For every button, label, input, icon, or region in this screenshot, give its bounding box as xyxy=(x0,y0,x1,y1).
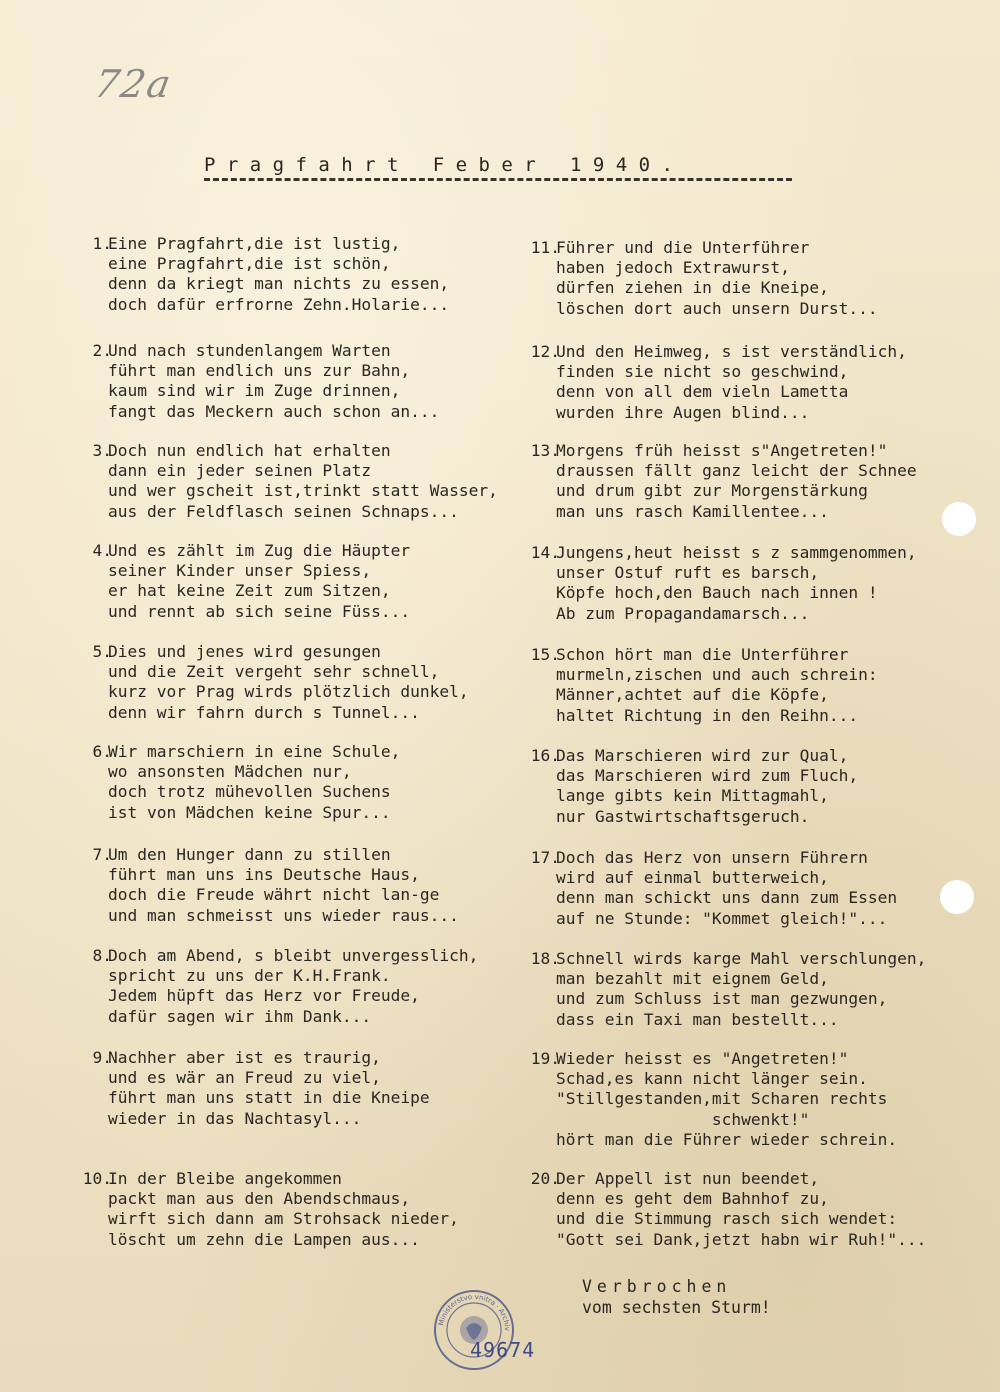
verse-line: wirft sich dann am Strohsack nieder, xyxy=(108,1209,459,1229)
verse-line: führt man uns ins Deutsche Haus, xyxy=(108,865,420,885)
verse-line: In der Bleibe angekommen xyxy=(108,1169,342,1188)
verse-line: dann ein jeder seinen Platz xyxy=(108,461,372,481)
verse-line: kurz vor Prag wirds plötzlich dunkel, xyxy=(108,682,469,702)
verse-line: nur Gastwirtschaftsgeruch. xyxy=(556,806,810,826)
verse-line: Schnell wirds karge Mahl verschlungen, xyxy=(556,949,927,968)
verse-line: doch trotz mühevollen Suchens xyxy=(108,782,391,802)
stanza-number: 3. xyxy=(92,441,112,460)
verse-line: er hat keine Zeit zum Sitzen, xyxy=(108,581,391,601)
stanza-number: 7. xyxy=(92,845,112,864)
stanza-number: 18. xyxy=(530,949,560,968)
verse-line: führt man uns statt in die Kneipe xyxy=(108,1088,430,1108)
verse-line: wieder in das Nachtasyl... xyxy=(108,1108,362,1128)
stanza-number: 9. xyxy=(92,1048,112,1067)
verse-line: Köpfe hoch,den Bauch nach innen ! xyxy=(556,583,878,603)
verse-line: Und es zählt im Zug die Häupter xyxy=(108,541,411,560)
closing-signature xyxy=(582,1276,771,1318)
verse-line: dass ein Taxi man bestellt... xyxy=(556,1009,839,1029)
closing-line-1: Verbrochen xyxy=(582,1277,732,1296)
verse-line: ist von Mädchen keine Spur... xyxy=(108,802,391,822)
verse-line: hört man die Führer wieder schrein. xyxy=(556,1129,898,1149)
verse-line: Schad,es kann nicht länger sein. xyxy=(556,1069,868,1089)
punch-hole xyxy=(942,502,976,536)
stanza-number: 19. xyxy=(530,1049,560,1068)
stanza-number: 16. xyxy=(530,746,560,765)
verse-line: und zum Schluss ist man gezwungen, xyxy=(556,989,888,1009)
verse-line: seiner Kinder unser Spiess, xyxy=(108,561,372,581)
verse-line: kaum sind wir im Zuge drinnen, xyxy=(108,381,401,401)
verse-line: und die Zeit vergeht sehr schnell, xyxy=(108,662,440,682)
verse-line: aus der Feldflasch seinen Schnaps... xyxy=(108,501,459,521)
verse-line: und rennt ab sich seine Füss... xyxy=(108,601,411,621)
verse-line: haben jedoch Extrawurst, xyxy=(556,258,790,278)
verse-line: auf ne Stunde: "Kommet gleich!"... xyxy=(556,908,888,928)
verse-line: doch dafür erfrorne Zehn.Holarie... xyxy=(108,294,450,314)
verse-line: Führer und die Unterführer xyxy=(556,238,810,257)
handwritten-folio-number: 72a xyxy=(91,62,176,106)
verse-line: und man schmeisst uns wieder raus... xyxy=(108,905,459,925)
stanza-number: 20. xyxy=(530,1169,560,1188)
verse-line: dafür sagen wir ihm Dank... xyxy=(108,1006,372,1026)
verse-line: wurden ihre Augen blind... xyxy=(556,402,810,422)
verse-line: Eine Pragfahrt,die ist lustig, xyxy=(108,234,401,253)
verse-line: und drum gibt zur Morgenstärkung xyxy=(556,481,868,501)
verse-line: Jedem hüpft das Herz vor Freude, xyxy=(108,986,420,1006)
verse-line: Ab zum Propagandamarsch... xyxy=(556,603,810,623)
verse-line: spricht zu uns der K.H.Frank. xyxy=(108,966,391,986)
verse-line: Schon hört man die Unterführer xyxy=(556,645,849,664)
verse-line: Morgens früh heisst s"Angetreten!" xyxy=(556,441,888,460)
verse-line: Dies und jenes wird gesungen xyxy=(108,642,381,661)
stanza-number: 1. xyxy=(92,234,112,253)
verse-line: Doch am Abend, s bleibt unvergesslich, xyxy=(108,946,479,965)
stanza-number: 17. xyxy=(530,848,560,867)
stanza-number: 11. xyxy=(530,238,560,257)
punch-hole xyxy=(940,880,974,914)
verse-line: "Gott sei Dank,jetzt habn wir Ruh!"... xyxy=(556,1229,927,1249)
verse-line: Doch das Herz von unsern Führern xyxy=(556,848,868,867)
verse-line: Wir marschiern in eine Schule, xyxy=(108,742,401,761)
verse-line: wo ansonsten Mädchen nur, xyxy=(108,762,352,782)
stanza-number: 2. xyxy=(92,341,112,360)
stanza-number: 14. xyxy=(530,543,560,562)
stanza-number: 13. xyxy=(530,441,560,460)
title-underline-rule xyxy=(204,178,792,181)
verse-line: draussen fällt ganz leicht der Schnee xyxy=(556,461,917,481)
verse-line: löschen dort auch unsern Durst... xyxy=(556,298,878,318)
verse-line: und die Stimmung rasch sich wendet: xyxy=(556,1209,898,1229)
verse-line: und wer gscheit ist,trinkt statt Wasser, xyxy=(108,481,498,501)
stanza-number: 8. xyxy=(92,946,112,965)
stanza-number: 6. xyxy=(92,742,112,761)
verse-line: man bezahlt mit eignem Geld, xyxy=(556,969,829,989)
verse-line: doch die Freude währt nicht lan-ge xyxy=(108,885,440,905)
verse-line: Jungens,heut heisst s z sammgenommen, xyxy=(556,543,917,562)
verse-line: schwenkt!" xyxy=(556,1109,810,1129)
verse-line: Und den Heimweg, s ist verständlich, xyxy=(556,342,907,361)
verse-line: führt man endlich uns zur Bahn, xyxy=(108,361,411,381)
verse-line: denn da kriegt man nichts zu essen, xyxy=(108,274,450,294)
verse-line: löscht um zehn die Lampen aus... xyxy=(108,1229,420,1249)
verse-line: Wieder heisst es "Angetreten!" xyxy=(556,1049,849,1068)
verse-line: Männer,achtet auf die Köpfe, xyxy=(556,685,829,705)
verse-line: finden sie nicht so geschwind, xyxy=(556,362,849,382)
stanza-number: 10. xyxy=(82,1169,112,1188)
verse-line: das Marschieren wird zum Fluch, xyxy=(556,766,859,786)
verse-line: "Stillgestanden,mit Scharen rechts xyxy=(556,1089,888,1109)
verse-line: unser Ostuf ruft es barsch, xyxy=(556,563,820,583)
verse-line: dürfen ziehen in die Kneipe, xyxy=(556,278,829,298)
verse-line: man uns rasch Kamillentee... xyxy=(556,501,829,521)
verse-line: Der Appell ist nun beendet, xyxy=(556,1169,820,1188)
verse-line: Um den Hunger dann zu stillen xyxy=(108,845,391,864)
verse-line: Doch nun endlich hat erhalten xyxy=(108,441,391,460)
poem-title: P r a g f a h r t F e b e r 1 9 4 0 . xyxy=(204,154,673,176)
verse-line: eine Pragfahrt,die ist schön, xyxy=(108,254,391,274)
stanza-number: 12. xyxy=(530,342,560,361)
verse-line: und es wär an Freud zu viel, xyxy=(108,1068,381,1088)
verse-line: packt man aus den Abendschmaus, xyxy=(108,1189,411,1209)
verse-line: denn es geht dem Bahnhof zu, xyxy=(556,1189,829,1209)
archive-number: 49674 xyxy=(470,1338,536,1362)
verse-line: Nachher aber ist es traurig, xyxy=(108,1048,381,1067)
verse-line: haltet Richtung in den Reihn... xyxy=(556,705,859,725)
verse-line: denn man schickt uns dann zum Essen xyxy=(556,888,898,908)
verse-line: denn von all dem vieln Lametta xyxy=(556,382,849,402)
stamp-text: Ministerstvo vnitra · Archiv xyxy=(437,1292,512,1332)
verse-line: denn wir fahrn durch s Tunnel... xyxy=(108,702,420,722)
verse-line: wird auf einmal butterweich, xyxy=(556,868,829,888)
verse-line: Das Marschieren wird zur Qual, xyxy=(556,746,849,765)
verse-line: lange gibts kein Mittagmahl, xyxy=(556,786,829,806)
stanza-number: 5. xyxy=(92,642,112,661)
verse-line: murmeln,zischen und auch schrein: xyxy=(556,665,878,685)
verse-line: Und nach stundenlangem Warten xyxy=(108,341,391,360)
stanza-number: 15. xyxy=(530,645,560,664)
stanza-number: 4. xyxy=(92,541,112,560)
verse-line: fangt das Meckern auch schon an... xyxy=(108,401,440,421)
closing-line-2: vom sechsten Sturm! xyxy=(582,1298,771,1317)
